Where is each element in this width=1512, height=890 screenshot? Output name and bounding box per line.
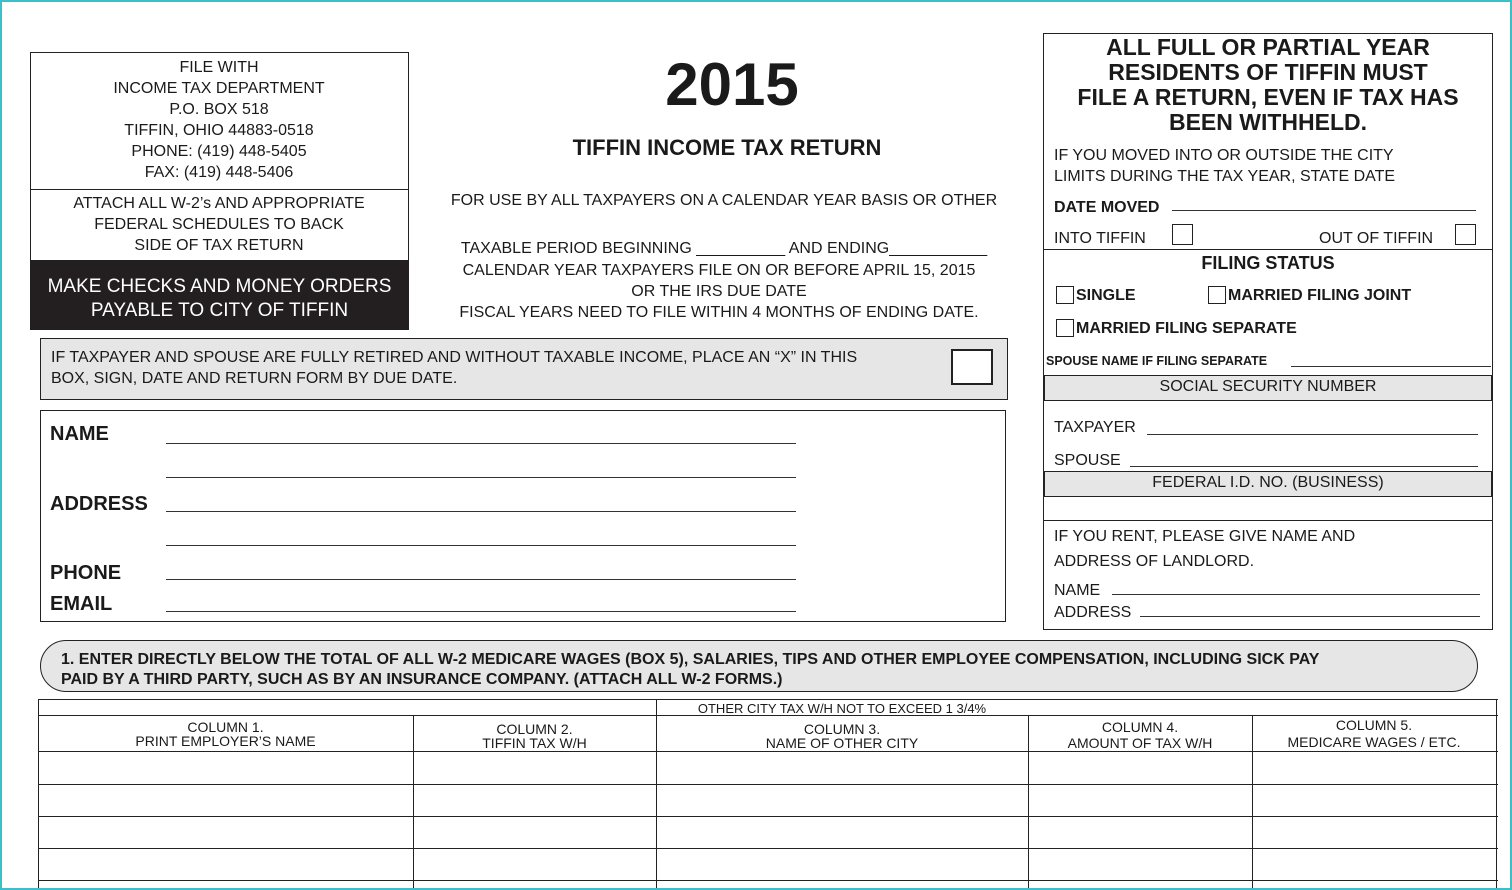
phone-field[interactable] [166,579,796,580]
name-field-2[interactable] [166,477,796,478]
file-with-line: INCOME TAX DEPARTMENT [113,80,325,97]
residents-heading-line: ALL FULL OR PARTIAL YEAR [1106,34,1430,60]
w2-table [38,699,1498,888]
federal-id-header [1044,471,1492,497]
name-field[interactable] [166,443,796,444]
phone-label: PHONE [50,562,122,584]
column-number: COLUMN 2. [496,721,573,737]
taxable-period: TAXABLE PERIOD BEGINNING __________ AND ENDING___________ [460,240,988,257]
checks-note-line: MAKE CHECKS AND MONEY ORDERS [47,276,392,297]
retired-text: IF TAXPAYER AND SPOUSE ARE FULLY RETIRED AND WITHOUT TAXABLE INCOME, PLACE AN “X” IN THIS [51,349,858,366]
file-with-line: TIFFIN, OHIO 44883-0518 [124,122,314,139]
column-label: TIFFIN TAX W/H [482,735,587,751]
email-label: EMAIL [50,593,113,615]
address-label: ADDRESS [50,493,148,515]
retired-checkbox[interactable] [951,349,993,385]
spouse-ssn-field[interactable] [1130,466,1478,467]
attach-note-box [30,188,409,261]
column-number: COLUMN 3. [803,721,881,737]
column-header-5 [1252,718,1496,749]
single-label: SINGLE [1076,287,1136,304]
moved-note-line: IF YOU MOVED INTO OR OUTSIDE THE CITY [1054,147,1394,164]
landlord-note-line: IF YOU RENT, PLEASE GIVE NAME AND [1054,528,1356,545]
column-label: NAME OF OTHER CITY [765,735,919,751]
file-with-line: P.O. BOX 518 [169,101,269,118]
address-field-2[interactable] [166,545,796,546]
landlord-note [1054,524,1484,574]
deadline-line: OR THE IRS DUE DATE [631,283,807,300]
divider [1043,249,1493,250]
checks-payable-banner [30,260,409,330]
column-label: PRINT EMPLOYER’S NAME [135,733,316,749]
attach-note-line: ATTACH ALL W-2’s AND APPROPRIATE [73,195,365,212]
column-number: COLUMN 5. [1335,717,1413,733]
column-header-1 [38,720,413,748]
landlord-note-line: ADDRESS OF LANDLORD. [1054,553,1255,570]
section1-text: PAID BY A THIRD PARTY, SUCH AS BY AN INSURANCE COMPANY. (ATTACH ALL W-2 FORMS.) [61,671,783,688]
spouse-name-field[interactable] [1291,366,1491,367]
ssn-header [1044,375,1492,401]
federal-id-title: FEDERAL I.D. NO. (BUSINESS) [1152,474,1384,491]
residents-heading-line: FILE A RETURN, EVEN IF TAX HAS [1077,84,1459,110]
into-tiffin-checkbox[interactable] [1172,224,1193,245]
moved-note [1054,145,1484,187]
column-header-3 [656,722,1028,750]
residents-heading [1045,35,1491,135]
file-with-line: FILE WITH [179,59,259,76]
into-tiffin-label: INTO TIFFIN [1054,230,1146,247]
column-label: AMOUNT OF TAX W/H [1067,735,1213,751]
date-moved-label: DATE MOVED [1054,199,1160,216]
deadline-line: CALENDAR YEAR TAXPAYERS FILE ON OR BEFORE APRIL 15, 2015 [462,262,976,279]
landlord-name-label: NAME [1054,582,1101,599]
checks-note-line: PAYABLE TO CITY OF TIFFIN [90,300,349,321]
landlord-address-field[interactable] [1140,616,1480,617]
date-moved-field[interactable] [1172,210,1476,211]
attach-note-line: SIDE OF TAX RETURN [134,237,304,254]
other-city-note: OTHER CITY TAX W/H NOT TO EXCEED 1 3/4% [697,701,987,716]
column-header-2 [413,722,656,750]
out-of-tiffin-checkbox[interactable] [1455,224,1476,245]
married-separate-label: MARRIED FILING SEPARATE [1076,320,1297,337]
taxpayer-ssn-label: TAXPAYER [1054,419,1136,436]
file-with-box [30,52,409,190]
section1-banner [40,640,1478,692]
married-joint-checkbox[interactable] [1208,286,1226,304]
column-label: MEDICARE WAGES / ETC. [1287,734,1461,750]
retired-box [40,338,1008,400]
single-checkbox[interactable] [1056,286,1074,304]
file-with-line: FAX: (419) 448-5406 [144,164,294,181]
taxpayer-ssn-field[interactable] [1147,434,1478,435]
taxpayer-info-box [40,410,1006,622]
residents-heading-line: BEEN WITHHELD. [1168,109,1368,135]
deadline-line: FISCAL YEARS NEED TO FILE WITHIN 4 MONTHS OF ENDING DATE. [459,304,979,321]
file-with-line: PHONE: (419) 448-5405 [131,143,307,160]
column-header-4 [1028,720,1252,750]
email-field[interactable] [166,611,796,612]
residents-heading-line: RESIDENTS OF TIFFIN MUST [1108,59,1428,85]
moved-note-line: LIMITS DURING THE TAX YEAR, STATE DATE [1054,168,1396,185]
spouse-name-label: SPOUSE NAME IF FILING SEPARATE [1046,354,1268,368]
retired-text: BOX, SIGN, DATE AND RETURN FORM BY DUE DATE. [51,370,458,387]
column-number: COLUMN 4. [1101,719,1179,735]
spouse-ssn-label: SPOUSE [1054,452,1121,469]
federal-id-field[interactable] [1043,520,1493,521]
landlord-address-label: ADDRESS [1054,604,1132,621]
married-separate-checkbox[interactable] [1056,319,1074,337]
out-of-tiffin-label: OUT OF TIFFIN [1319,230,1434,247]
form-year: 2015 [665,51,799,118]
section1-text: 1. ENTER DIRECTLY BELOW THE TOTAL OF ALL W-2 MEDICARE WAGES (BOX 5), SALARIES, TIPS AND OTHER EMPLOYEE COMPENSATION, INCLUDING SICK PAY [61,651,1320,668]
column-number: COLUMN 1. [187,719,264,735]
married-joint-label: MARRIED FILING JOINT [1228,287,1412,304]
attach-note-line: FEDERAL SCHEDULES TO BACK [94,216,344,233]
form-title: TIFFIN INCOME TAX RETURN [572,135,882,160]
landlord-name-field[interactable] [1112,594,1480,595]
ssn-title: SOCIAL SECURITY NUMBER [1159,378,1377,395]
address-field[interactable] [166,511,796,512]
usage-note: FOR USE BY ALL TAXPAYERS ON A CALENDAR YEAR BASIS OR OTHER [450,192,998,209]
filing-status-title: FILING STATUS [1201,253,1335,273]
name-label: NAME [50,423,109,445]
